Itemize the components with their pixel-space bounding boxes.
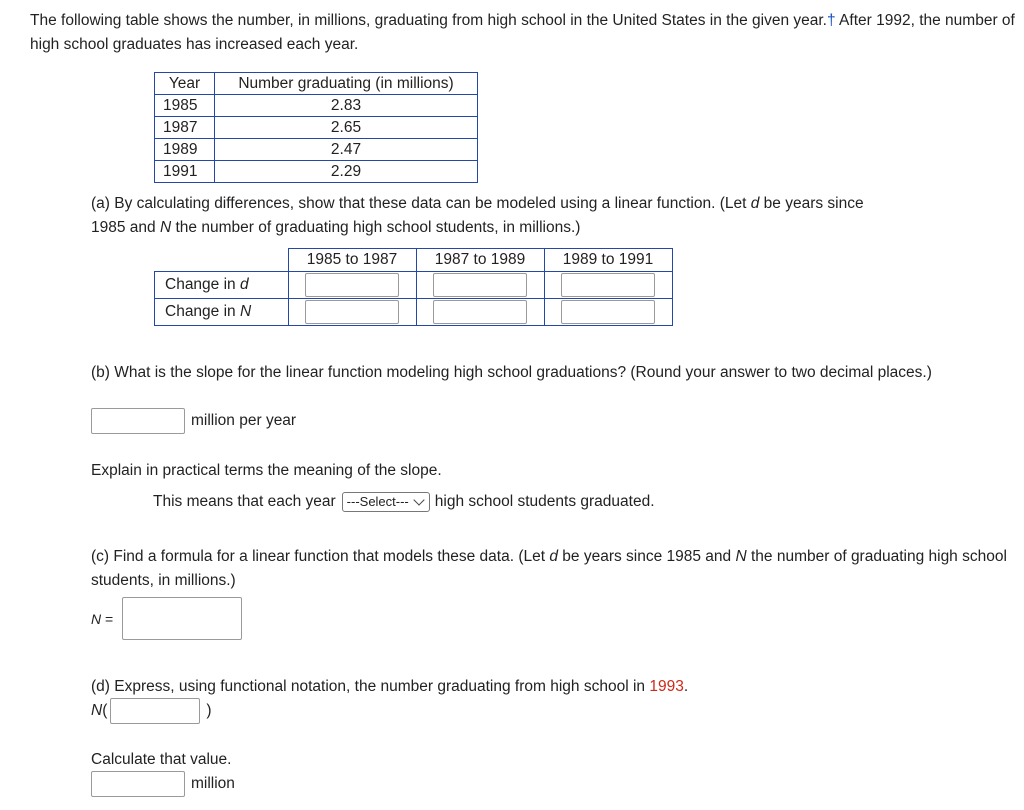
change-d-1985-1987-input[interactable] <box>305 273 399 297</box>
intro-text: The following table shows the number, in millions, graduating from high school in the United States in the given year.† After 1992, the number of high school graduates has increased each year. <box>30 12 1015 53</box>
change-n-1989-1991-input[interactable] <box>561 300 655 324</box>
part-c-question: (c) Find a formula for a linear function that models these data. (Let d be years since 1985 and N the number of graduating high school students, in millions.) <box>91 548 1007 589</box>
table-row <box>155 161 478 183</box>
year-cell: 1991 <box>155 161 215 183</box>
footnote-dagger-link[interactable]: † <box>826 12 836 29</box>
part-a-question: (a) By calculating differences, show that these data can be modeled using a linear function. (Let d be years since 1985 and N the number of graduating high school students, in millions.) <box>91 195 864 236</box>
year-header: Year <box>155 73 215 95</box>
column-header: 1985 to 1987 <box>288 249 416 272</box>
value-cell: 2.83 <box>215 95 478 117</box>
function-argument-input[interactable] <box>110 698 200 724</box>
table-row <box>155 117 478 139</box>
differences-table <box>154 248 673 326</box>
formula-input[interactable] <box>122 597 242 640</box>
column-header: 1989 to 1991 <box>544 249 672 272</box>
change-d-1987-1989-input[interactable] <box>433 273 527 297</box>
slope-meaning-row: This means that each year ---Select--- high school students graduated. <box>153 493 655 510</box>
part-d-question: (d) Express, using functional notation, the number graduating from high school in 1993. <box>91 678 689 695</box>
year-cell: 1987 <box>155 117 215 139</box>
number-header: Number graduating (in millions) <box>215 73 478 95</box>
slope-unit: million per year <box>191 412 297 429</box>
value-cell: 2.65 <box>215 117 478 139</box>
change-d-1989-1991-input[interactable] <box>561 273 655 297</box>
change-n-1985-1987-input[interactable] <box>305 300 399 324</box>
table-row <box>155 272 673 299</box>
graduates-table <box>154 72 478 183</box>
function-notation-row: N ( ) <box>91 698 212 724</box>
value-cell: 2.29 <box>215 161 478 183</box>
value-cell: 2.47 <box>215 139 478 161</box>
explain-prompt: Explain in practical terms the meaning of the slope. <box>91 462 442 479</box>
formula-row <box>91 597 242 640</box>
table-row <box>155 95 478 117</box>
change-in-n-label: Change in N <box>155 299 289 326</box>
change-n-1987-1989-input[interactable] <box>433 300 527 324</box>
part-b-question: (b) What is the slope for the linear function modeling high school graduations? (Round your answer to two decimal places.) <box>91 364 932 381</box>
year-cell: 1989 <box>155 139 215 161</box>
slope-input[interactable] <box>91 408 185 434</box>
slope-meaning-select[interactable]: ---Select--- <box>342 492 430 512</box>
value-answer-row: million <box>91 771 235 797</box>
formula-lhs: N = <box>91 610 114 627</box>
table-row <box>155 299 673 326</box>
table-row <box>155 139 478 161</box>
change-in-d-label: Change in d <box>155 272 289 299</box>
chevron-down-icon <box>413 494 424 505</box>
slope-answer-row <box>91 408 296 434</box>
calculate-prompt: Calculate that value. <box>91 751 232 768</box>
column-header: 1987 to 1989 <box>416 249 544 272</box>
value-input[interactable] <box>91 771 185 797</box>
year-cell: 1985 <box>155 95 215 117</box>
